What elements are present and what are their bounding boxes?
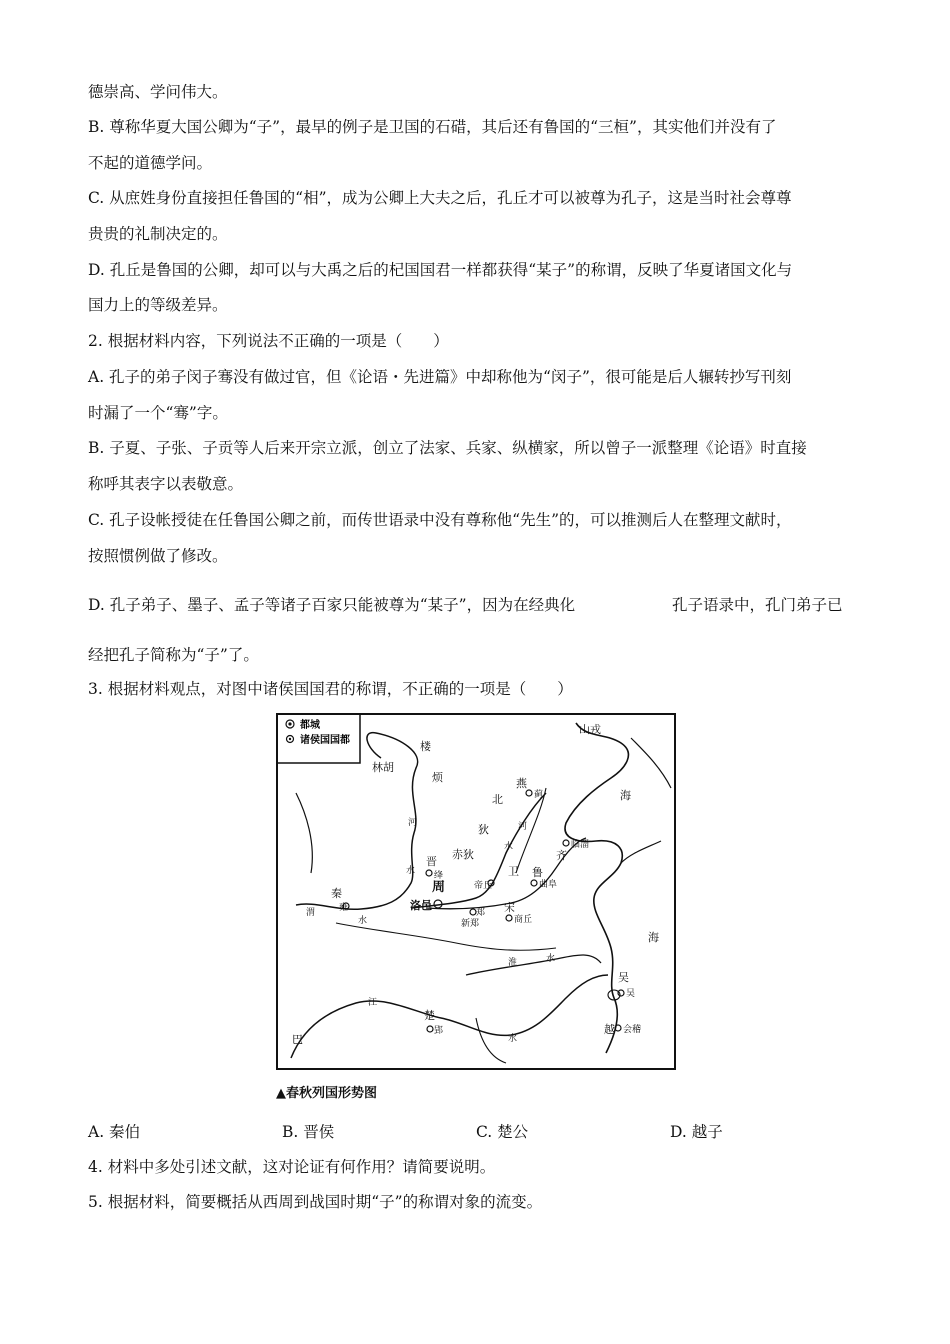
label-yue: 越 [604,1023,615,1036]
q3-option-d: D. 越子 [670,1123,723,1141]
label-qi: 齐 [556,849,567,862]
q1-option-a-end: 德崇高、学问伟大。 [88,83,228,101]
q1-option-d: D. 孔丘是鲁国的公卿，却可以与大禹之后的杞国国君一样都获得“某子”的称谓，反映了华夏诸国文化与 [88,261,793,279]
q3-option-b: B. 晋侯 [282,1123,335,1141]
q2-option-a: A. 孔子的弟子闵子骞没有做过官，但《论语・先进篇》中却称他为“闵子”，很可能是后人辗转抄写刊刻 [88,368,792,386]
label-shui-west: 水 [406,866,416,876]
label-qin: 秦 [331,887,342,900]
label-kuaiji: 会稽 [623,1025,642,1035]
label-wei-river: 渭 [306,908,316,918]
q1-option-c: C. 从庶姓身份直接担任鲁国的“相”，成为公卿上大夫之后，孔丘才可以被尊为孔子，这是当时社会尊尊 [88,189,792,207]
label-xinzheng: 新郑 [461,919,480,929]
q2-option-d: D. 孔子弟子、墨子、孟子等诸子百家只能被尊为“某子”，因为在经典化 [88,596,576,614]
q3-stem: 3. 根据材料观点，对图中诸侯国国君的称谓，不正确的一项是（ ） [88,680,573,698]
label-wei-river-shui: 水 [358,916,368,926]
q1-option-c-cont: 贵贵的礼制决定的。 [88,225,228,243]
label-shui-east: 水 [504,842,514,852]
q3-option-a: A. 秦伯 [88,1123,141,1141]
label-wu-city: 吴 [626,989,636,999]
q1-option-b-cont: 不起的道德学问。 [88,154,213,172]
legend-state-capital-label: 诸侯国国都 [300,735,350,746]
label-yan: 燕 [516,777,527,790]
label-ying: 郢 [434,1026,444,1036]
label-qufu: 曲阜 [539,880,558,890]
label-zhou: 周 [432,880,446,895]
label-zheng: 郑 [476,908,486,918]
label-linhu: 林胡 [372,761,394,774]
label-jiang-shui: 水 [508,1034,518,1044]
label-hai-east: 海 [648,931,659,944]
label-loufan-fan: 烦 [432,771,443,784]
label-lu: 鲁 [532,866,543,879]
q2-stem: 2. 根据材料内容，下列说法不正确的一项是（ ） [88,332,449,350]
label-wu: 吴 [618,971,629,984]
q2-option-b-cont: 称呼其表字以表敬意。 [88,475,244,493]
q2-option-c: C. 孔子设帐授徒在任鲁国公卿之前，而传世语录中没有尊称他“先生”的，可以推测后人在整理文献时， [88,511,792,529]
map-caption: ▲春秋列国形势图 [276,1086,377,1101]
q2-option-d-cont: 经把孔子简称为“子”了。 [88,646,259,664]
label-ji: 蓟 [534,790,544,800]
label-hai-north: 海 [620,789,631,802]
q2-option-b: B. 子夏、子张、子贡等人后来开宗立派，创立了法家、兵家、纵横家，所以曾子一派整理《论语》时直接 [88,439,807,457]
q3-option-c: C. 楚公 [476,1123,529,1141]
label-chu: 楚 [424,1009,435,1022]
label-yong: 雍 [339,903,349,913]
label-ba: 巴 [292,1033,303,1046]
label-shanrong: 山戎 [579,723,601,736]
label-chidi: 赤狄 [452,848,474,861]
q2-option-c-cont: 按照惯例做了修改。 [88,547,228,565]
label-jin: 晋 [426,855,437,868]
label-song: 宋 [504,901,515,914]
label-loufan-lou: 楼 [420,740,431,753]
label-he-east: 河 [518,822,528,832]
label-he-west: 河 [408,818,418,828]
label-beidi-di: 狄 [478,823,489,836]
q2-option-a-cont: 时漏了一个“骞”字。 [88,404,228,422]
label-wei: 卫 [508,865,519,878]
q1-option-d-cont: 国力上的等级差异。 [88,296,228,314]
label-jiang: 江 [368,998,378,1008]
q5-stem: 5. 根据材料，简要概括从西周到战国时期“子”的称谓对象的流变。 [88,1193,543,1211]
label-diqiu: 帝丘 [474,881,493,891]
label-beidi-bei: 北 [492,793,503,806]
label-jiang-city: 绛 [434,871,444,881]
q4-stem: 4. 材料中多处引述文献，这对论证有何作用？请简要说明。 [88,1158,496,1176]
label-luoyi: 洛邑 [410,899,432,912]
label-huai: 淮 [508,958,518,968]
q1-option-b: B. 尊称华夏大国公卿为“子”，最早的例子是卫国的石碏，其后还有鲁国的“三桓”，其实他们并没有了 [88,118,777,136]
q2-option-d-part2: 孔子语录中，孔门弟子已 [672,596,843,614]
spring-autumn-map [276,713,676,1070]
legend-capital-label: 都城 [300,720,320,731]
label-linzi: 临淄 [571,840,590,850]
label-huai-shui: 水 [546,954,556,964]
label-shangqiu: 商丘 [514,915,533,925]
